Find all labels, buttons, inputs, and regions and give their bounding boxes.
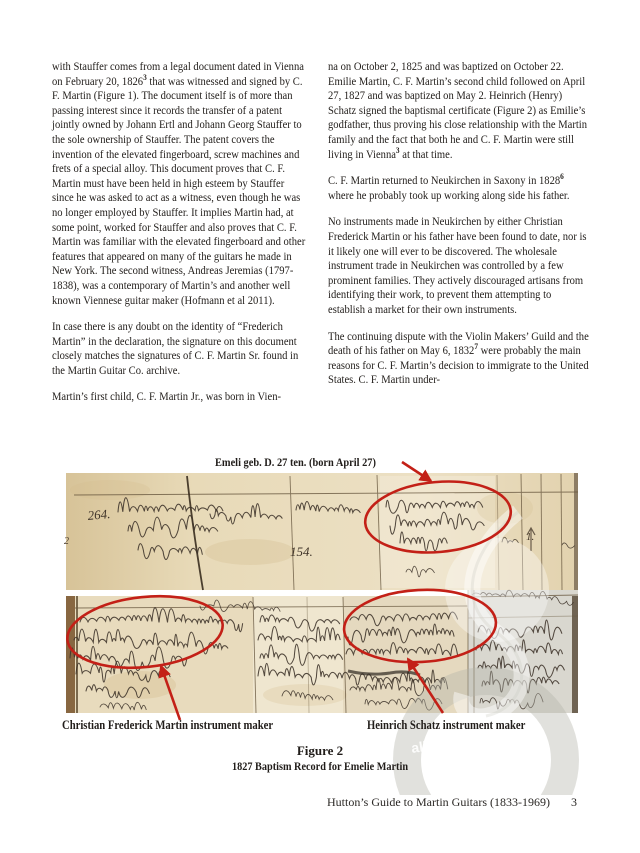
paragraph-text: that was witnessed and signed by C. F. Martin (Figure 1). The document itself is of more than passing interest since it records the transfer of a patent jointly owned by Johann Ertl and Johann Georg Stauffer to the sole ownership of Stauffer. The patent covers the invention of the elevated fingerboard, screw machines and frets of a special alloy. This document proves that C. F. Martin must have been held in high esteem by Stauffer since he was asked to act as a witness, even though he was no longer employed by Stauffer. It implies Martin had, at some point, worked for Stauffer and also proves that C. F. Martin was familiar with the elevated fingerboard and other features that appeared on many of the guitars he made in New York. The second witness, Andreas Jeremias (1797-1838), was a contemporary of Martin’s and another well known Viennese guitar maker (Hofmann et al 2011). — [52, 75, 306, 307]
paragraph — [328, 60, 590, 162]
scan-tally-mark: 1. — [526, 531, 535, 543]
paragraph — [328, 174, 590, 203]
footnote-marker: 7 — [474, 342, 479, 352]
footer-title: Hutton’s Guide to Martin Guitars (1833-1969) — [327, 795, 550, 809]
figure-annotation-caption: Emeli geb. D. 27 ten. (born April 27) — [215, 455, 376, 469]
paragraph-text: na on October 2, 1825 and was baptized on October 22. Emilie Martin, C. F. Martin’s second child followed on April 27, 1827 and was baptized on May 2. Heinrich (Henry) Schatz signed the baptismal certificate (Figure 2) as Emilie’s godfather, thus proving his close relationship with the Martin family and the fact that both he and C. F. Martin were still living in Vienna — [328, 61, 588, 161]
footnote-marker: 3 — [143, 72, 147, 82]
paragraph-text: The continuing dispute with the Violin Makers’ Guild and the death of his father on May 6, 1832 — [328, 330, 589, 358]
paragraph-text: where he probably took up working along side his father. — [328, 189, 570, 202]
footnote-marker: 3 — [395, 145, 400, 155]
text-column-left — [52, 60, 308, 417]
figure-label-schatz: Heinrich Schatz instrument maker — [367, 718, 526, 732]
paragraph-text: were probably the main reasons for C. F. Martin’s decision to immigrate to the United States. C. F. Martin under- — [328, 345, 589, 387]
paragraph: Martin’s first child, C. F. Martin Jr., was born in Vien- — [52, 391, 282, 404]
page-footer — [327, 795, 577, 810]
paragraph — [328, 330, 590, 388]
paragraph-text: C. F. Martin returned to Neukirchen in Saxony in 1828 — [328, 175, 561, 188]
figure-title: Figure 2 — [296, 743, 344, 758]
scan-small-numeral: 2 — [64, 536, 69, 547]
footnote-marker: 6 — [560, 172, 564, 182]
figure-label-martin: Christian Frederick Martin instrument maker — [62, 718, 274, 732]
watermark-text: alle-no — [410, 733, 458, 756]
page-number: 3 — [571, 795, 577, 809]
paragraph-text: at that time. — [399, 148, 453, 161]
paragraph — [52, 60, 308, 308]
scan-page-number: 154. — [290, 544, 313, 559]
text-column-right — [328, 60, 590, 417]
paragraph: In case there is any doubt on the identity of “Frederich Martin” in the declaration, the signature on this document closely matches the signatures of C. F. Martin Sr. found in the Martin Guitar Co. archive. — [52, 321, 299, 377]
body-text-columns — [52, 60, 590, 417]
scan-entry-number: 264. — [86, 506, 111, 523]
paragraph-text: with Stauffer comes from a legal document dated in Vienna on February 20, 1826 — [52, 61, 304, 88]
paragraph: No instruments made in Neukirchen by either Christian Frederick Martin or his father have been found to date, nor is it likely one will ever to be discovered. The wholesale instrument trade in Neukirchen was controlled by a few prominent families. They actively discouraged artisans from identifying their work, to prevent them attempting to establish a market for their own instruments. — [328, 216, 587, 316]
figure-subtitle: 1827 Baptism Record for Emelie Martin — [231, 761, 409, 773]
